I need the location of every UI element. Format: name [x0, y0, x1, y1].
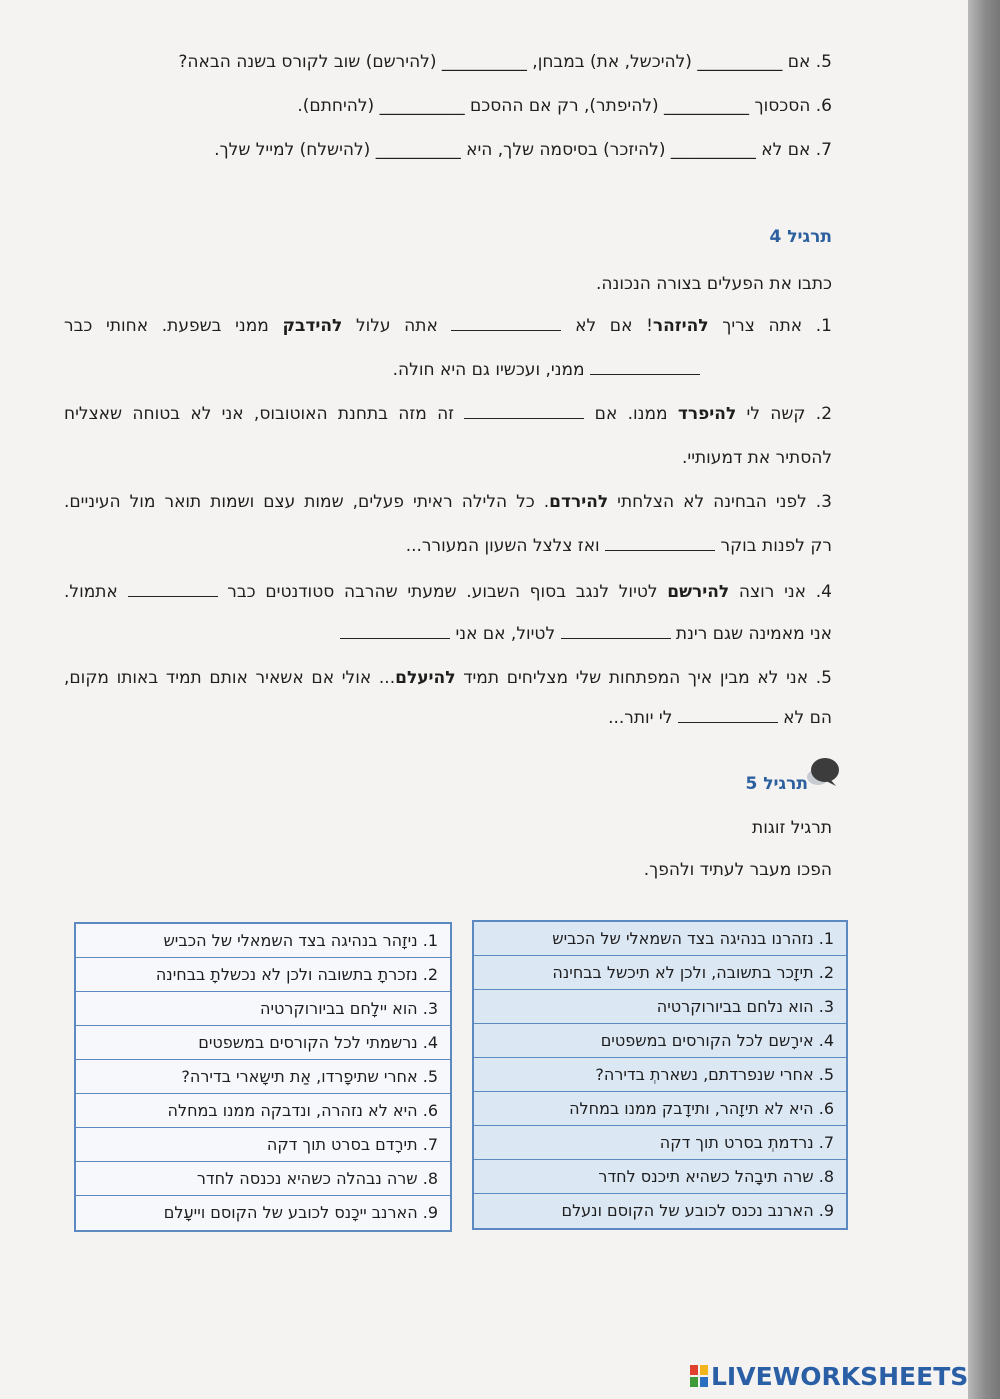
liveworksheets-logo-icon [690, 1365, 708, 1387]
ex4-q2-line2: להסתיר את דמעותיי. [682, 448, 832, 468]
ex4-q4-line2 [340, 624, 832, 644]
table-left-row[interactable]: 4. נרשמתי לכל הקורסים במשפטים [76, 1026, 450, 1060]
q5-blank-1[interactable] [678, 708, 778, 723]
q1-line2-text: ממני, ועכשיו גם היא חולה. [392, 360, 585, 380]
q5-line2-a: הם לא [783, 708, 832, 728]
table-right-row[interactable]: 4. אירָשם לכל הקורסים במשפטים [474, 1024, 846, 1058]
table-left-row[interactable]: 1. ניזָהר בנהיגה בצד השמאלי של הכביש [76, 924, 450, 958]
table-left-row[interactable]: 7. תירָדם בסרט תוך דקה [76, 1128, 450, 1162]
item-5-text: 5. אם __________ (להיכשל, את) במבחן, __________ (להירשם) שוב לקורס בשנה הבאה? [178, 52, 832, 72]
table-left-row[interactable]: 5. אחרי שתיפָרדו, אַת תישָארי בדירה? [76, 1060, 450, 1094]
table-right-row[interactable]: 3. הוא נלחם בביורוקרטיה [474, 990, 846, 1024]
table-left-row[interactable]: 6. היא לא נזהרה, ונדבקה ממנו במחלה [76, 1094, 450, 1128]
table-left-row[interactable]: 2. נזכרתָ בתשובה ולכן לא נכשלתָ בבחינה [76, 958, 450, 992]
table-right-row[interactable]: 9. הארנב נכנס לכובע של הקוסם ונעלם [561, 1201, 834, 1220]
ex4-q3-line1: 3. לפני הבחינה לא הצלחתי להירדם. כל הלילה ראיתי פעלים, שמות עצם ושמות תואר מול העיניים. [64, 492, 832, 512]
liveworksheets-logo [690, 1362, 990, 1392]
ex4-q4-line1 [64, 582, 832, 602]
item-7 [52, 140, 832, 160]
q2-text-b: זה מזה בתחנת האוטובוס, אני לא בטוחה שאצליח [64, 404, 455, 424]
q2-text-a: 2. קשה לי להיפרד ממנו. אם [594, 404, 833, 424]
exercise-4-instruction: כתבו את הפעלים בצורה הנכונה. [596, 274, 832, 294]
table-right-row[interactable]: 5. אחרי שנפרדתם, נשארתְ בדירה? [474, 1058, 846, 1092]
q4-blank-1[interactable] [128, 582, 218, 597]
table-right-row[interactable]: 1. נזהרנו בנהיגה בצד השמאלי של הכביש [474, 922, 846, 956]
exercise-5-title: תרגיל 5 [745, 774, 808, 794]
speech-bubbles-icon [806, 757, 840, 787]
table-right-row[interactable]: 7. נרדמתְ בסרט תוך דקה [474, 1126, 846, 1160]
table-left-row[interactable]: 9. הארנב ייכָנס לכובע של הקוסם וייעָלם [163, 1203, 438, 1222]
item-6-text: 6. הסכסוך __________ (להיפתר), רק אם ההסכם __________ (להיחתם). [297, 96, 832, 116]
q1-blank-2[interactable] [590, 360, 700, 375]
page-edge-shadow [968, 0, 1000, 1399]
ex4-q5-line1: 5. אני לא מבין איך המפתחות שלי מצליחים תמיד להיעלם... אולי אם אשאיר אותם תמיד באותו מקום, [64, 668, 832, 688]
q4-blank-3[interactable] [340, 624, 450, 639]
item-5 [52, 52, 832, 72]
q3-line2-a: רק לפנות בוקר [720, 536, 832, 556]
table-right-row[interactable]: 2. תיזָכר בתשובה, ולכן לא תיכשל בבחינה [474, 956, 846, 990]
q4-blank-2[interactable] [561, 624, 671, 639]
table-right-row[interactable]: 8. שרה תיבָהל כשהיא תיכנס לחדר [474, 1160, 846, 1194]
q1-text-b: אתה עלול להידבק ממני בשפעת. אחותי כבר [64, 316, 438, 336]
q4-line2-a: אני מאמינה שגם רינת [675, 624, 832, 644]
table-left-row[interactable]: 3. הוא יילָחם בביורוקרטיה [76, 992, 450, 1026]
item-6 [52, 96, 832, 116]
logo-text: LIVEWORKSHEETS [711, 1362, 969, 1391]
ex4-q1-line1 [64, 316, 832, 336]
q3-blank-1[interactable] [605, 536, 715, 551]
q4-text-b: אתמול. [64, 582, 118, 602]
ex4-q3-line2 [406, 536, 832, 556]
q2-blank-1[interactable] [464, 404, 584, 419]
exercise-4-title: תרגיל 4 [769, 227, 832, 247]
table-left-row[interactable]: 8. שרה נבהלה כשהיא נכנסה לחדר [76, 1162, 450, 1196]
ex4-q1-line2 [393, 360, 700, 380]
ex4-q5-line2 [608, 708, 832, 728]
table-past-future [472, 920, 848, 1230]
q5-line2-b: לי יותר... [608, 708, 673, 728]
ex4-q2-line1 [64, 404, 832, 424]
item-7-text: 7. אם לא __________ (להיזכר) בסיסמה שלך, היא __________ (להישלח) למייל שלך. [214, 140, 832, 160]
table-answers [74, 922, 452, 1232]
q4-text-a: 4. אני רוצה להירשם לטיול לנגב בסוף השבוע. שמעתי שהרבה סטודנטים כבר [227, 582, 832, 602]
q1-blank-1[interactable] [451, 316, 561, 331]
q1-text-a: 1. אתה צריך להיזהר! אם לא [575, 316, 832, 336]
exercise-5-subtitle: תרגיל זוגות [752, 818, 832, 838]
exercise-5-instruction: הפכו מעבר לעתיד ולהפך. [643, 860, 832, 880]
table-right-row[interactable]: 6. היא לא תיזָהר, ותידָבק ממנו במחלה [474, 1092, 846, 1126]
q4-line2-b: לטיול, אם אני [455, 624, 556, 644]
q3-line2-b: ואז צלצל השעון המעורר... [405, 536, 600, 556]
